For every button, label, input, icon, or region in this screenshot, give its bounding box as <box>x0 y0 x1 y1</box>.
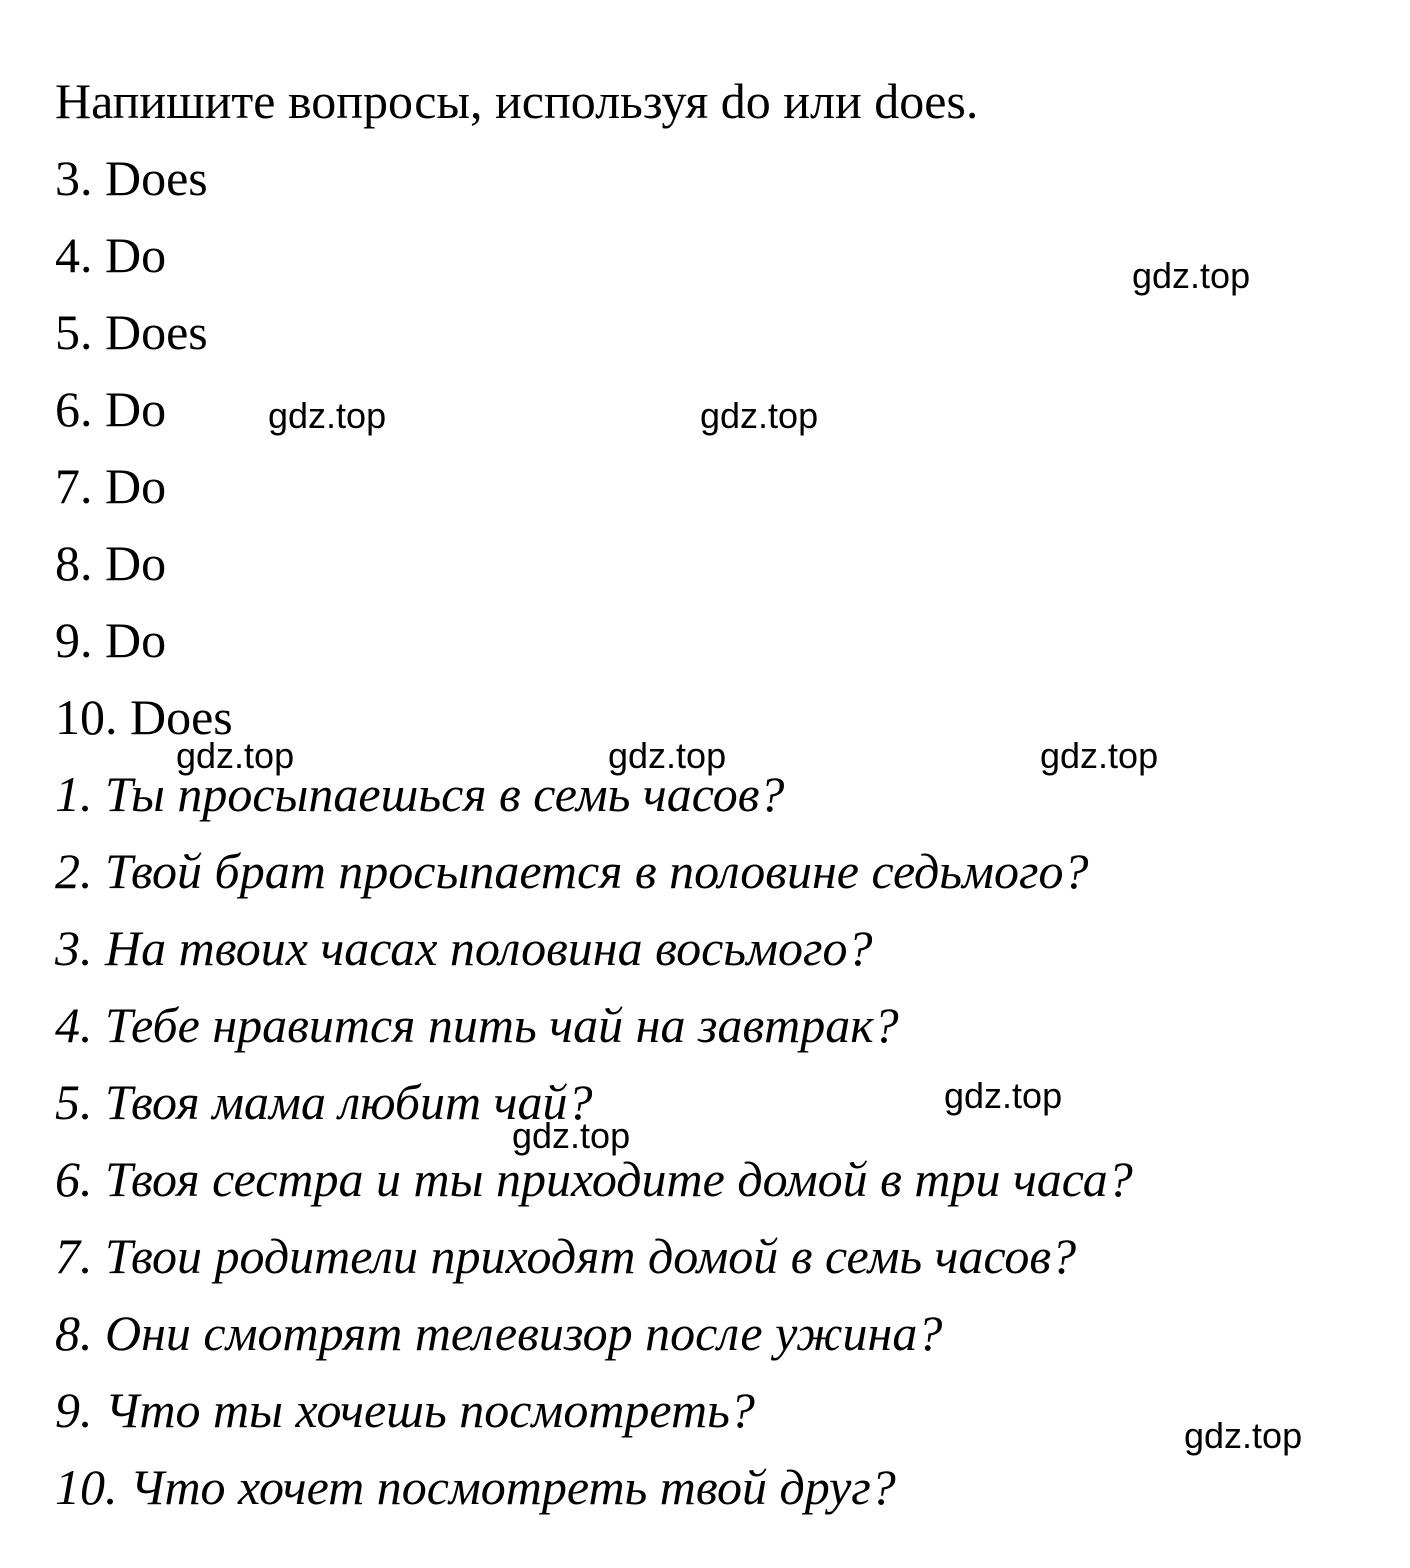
translation-line: 2. Твой брат просыпается в половине седьмого? <box>55 843 1089 899</box>
answer-line: 10. Does <box>55 689 233 745</box>
watermark: gdz.top <box>700 395 819 436</box>
watermark: gdz.top <box>512 1115 631 1156</box>
translation-line: 10. Что хочет посмотреть твой друг? <box>55 1459 896 1515</box>
watermark: gdz.top <box>608 735 727 776</box>
watermark: gdz.top <box>1184 1415 1303 1456</box>
watermark: gdz.top <box>1040 735 1159 776</box>
answer-line: 6. Do <box>55 381 167 437</box>
translation-line: 6. Твоя сестра и ты приходите домой в три часа? <box>55 1151 1133 1207</box>
answer-line: 9. Do <box>55 612 167 668</box>
translation-line: 1. Ты просыпаешься в семь часов? <box>55 766 785 822</box>
answer-line: 3. Does <box>55 150 208 206</box>
answer-line: 5. Does <box>55 304 208 360</box>
watermark: gdz.top <box>1132 255 1251 296</box>
watermark: gdz.top <box>944 1075 1063 1116</box>
answer-line: 7. Do <box>55 458 167 514</box>
translation-line: 4. Тебе нравится пить чай на завтрак? <box>55 997 899 1053</box>
watermark: gdz.top <box>268 395 387 436</box>
translation-line: 7. Твои родители приходят домой в семь часов? <box>55 1228 1077 1284</box>
translation-line: 8. Они смотрят телевизор после ужина? <box>55 1305 943 1361</box>
exercise-instruction: Напишите вопросы, используя do или does. <box>55 73 979 129</box>
translation-line: 5. Твоя мама любит чай? <box>55 1074 593 1130</box>
translation-line: 9. Что ты хочешь посмотреть? <box>55 1382 755 1438</box>
watermark: gdz.top <box>176 735 295 776</box>
answer-line: 4. Do <box>55 227 167 283</box>
translation-line: 3. На твоих часах половина восьмого? <box>55 920 873 976</box>
answer-line: 8. Do <box>55 535 167 591</box>
